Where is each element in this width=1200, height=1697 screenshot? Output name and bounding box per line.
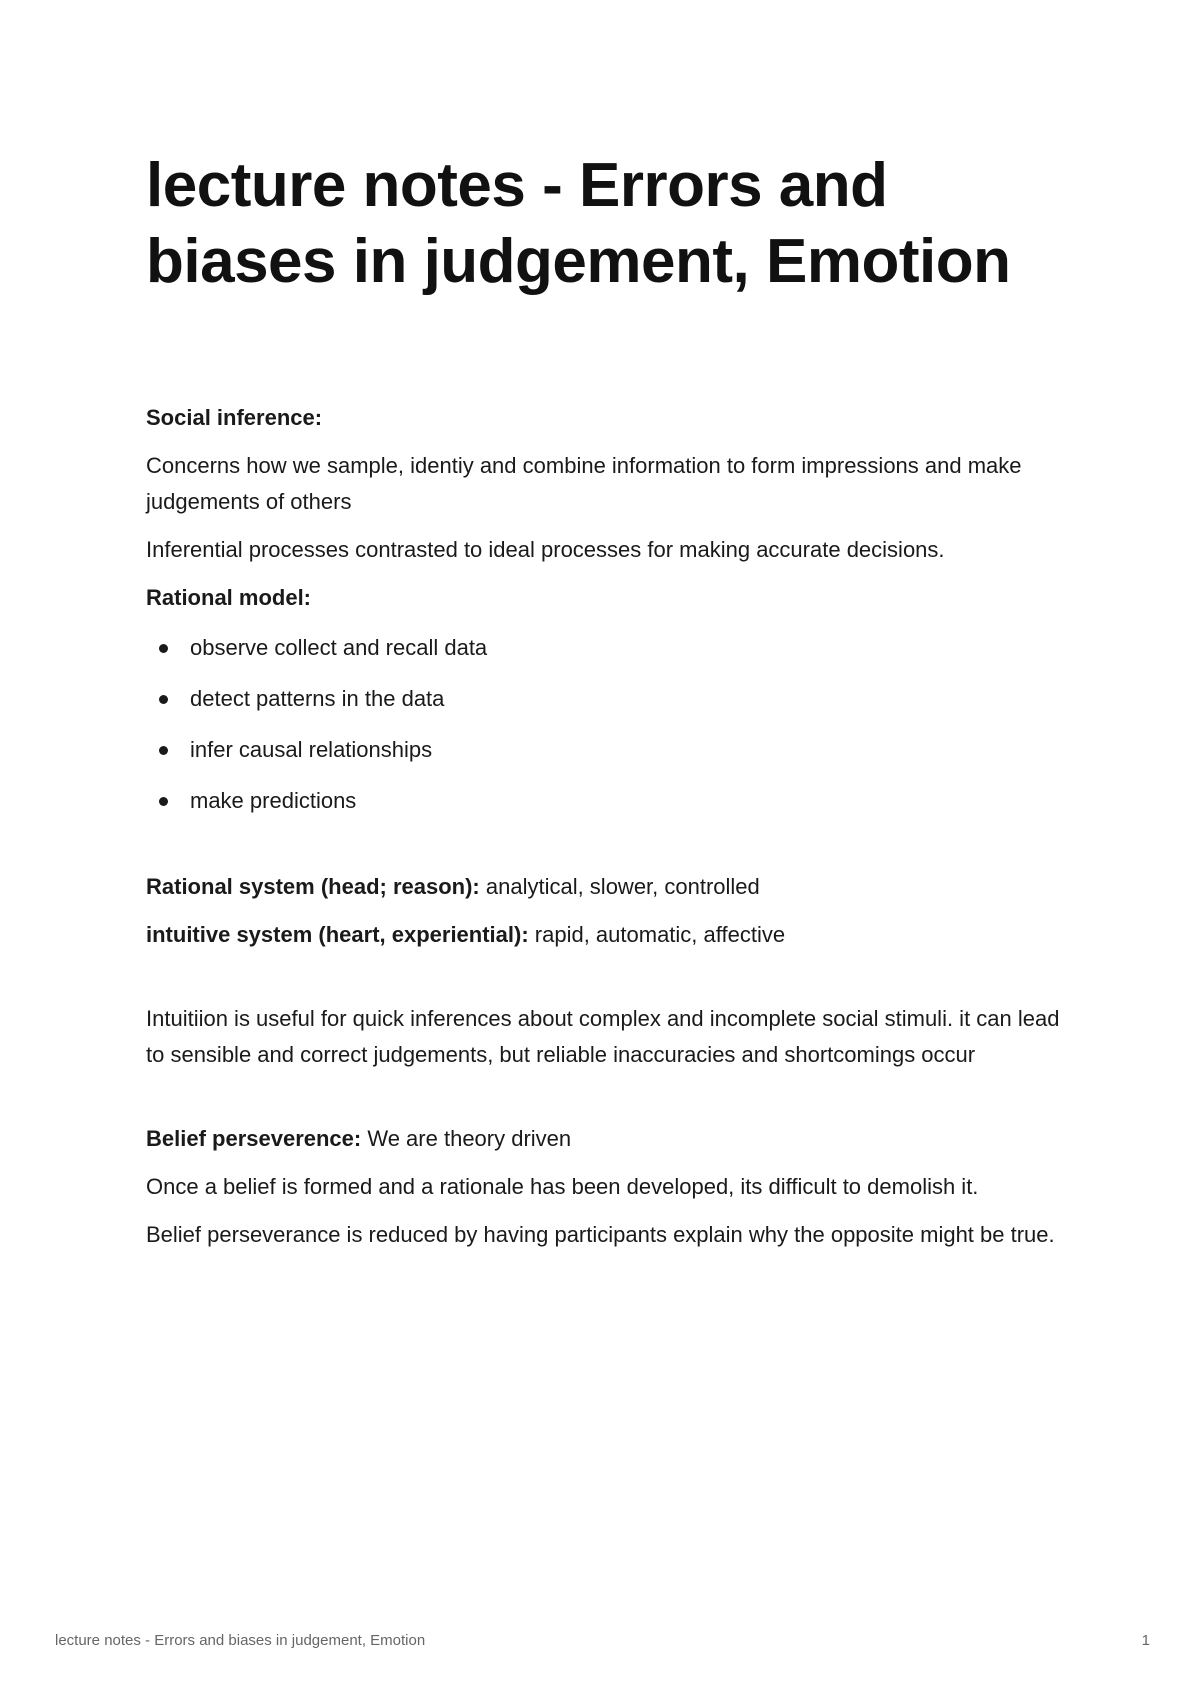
- belief-text: We are theory driven: [361, 1126, 572, 1151]
- intuitive-system-paragraph: [146, 917, 1076, 953]
- page-title: lecture notes - Errors and biases in judgement, Emotion: [146, 151, 1011, 296]
- rational-model-list: [146, 630, 1076, 819]
- list-item: [146, 681, 1076, 717]
- page-number: 1: [1141, 1632, 1150, 1649]
- list-item-text: observe collect and recall data: [190, 635, 488, 660]
- belief-paragraph-2: Belief perseverance is reduced by having participants explain why the opposite might be true.: [146, 1222, 1055, 1247]
- list-item-text: infer causal relationships: [190, 737, 433, 762]
- page-content: [146, 148, 1076, 1265]
- belief-label: Belief perseverence:: [146, 1126, 362, 1151]
- list-item-text: make predictions: [190, 788, 357, 813]
- rational-system-text: analytical, slower, controlled: [479, 874, 760, 899]
- list-item-text: detect patterns in the data: [190, 686, 445, 711]
- belief-section: [146, 1121, 1076, 1253]
- intuition-section: [146, 1001, 1076, 1073]
- belief-paragraph-1: Once a belief is formed and a rationale has been developed, its difficult to demolish it.: [146, 1174, 979, 1199]
- intuition-paragraph: Intuitiion is useful for quick inferences about complex and incomplete social stimuli. it can lead to sensible and correct judgements, but reliable inaccuracies and shortcomings occur: [146, 1006, 1060, 1067]
- bullet-icon: [159, 644, 168, 653]
- systems-section: [146, 869, 1076, 953]
- rational-model-section: [146, 580, 1076, 819]
- footer-title: lecture notes - Errors and biases in judgement, Emotion: [55, 1632, 426, 1649]
- bullet-icon: [159, 695, 168, 704]
- bullet-icon: [159, 797, 168, 806]
- bullet-icon: [159, 746, 168, 755]
- social-inference-heading: Social inference:: [146, 405, 323, 430]
- social-inference-paragraph-1: Concerns how we sample, identiy and combine information to form impressions and make judgements of others: [146, 453, 1022, 514]
- rational-model-heading: Rational model:: [146, 585, 312, 610]
- rational-system-paragraph: [146, 869, 1076, 905]
- list-item: [146, 783, 1076, 819]
- social-inference-paragraph-2: Inferential processes contrasted to ideal processes for making accurate decisions.: [146, 537, 945, 562]
- list-item: [146, 732, 1076, 768]
- intuitive-system-text: rapid, automatic, affective: [528, 922, 786, 947]
- belief-heading-paragraph: [146, 1121, 1076, 1157]
- intuitive-system-label: intuitive system (heart, experiential):: [146, 922, 529, 947]
- rational-system-label: Rational system (head; reason):: [146, 874, 480, 899]
- list-item: [146, 630, 1076, 666]
- social-inference-section: [146, 400, 1076, 568]
